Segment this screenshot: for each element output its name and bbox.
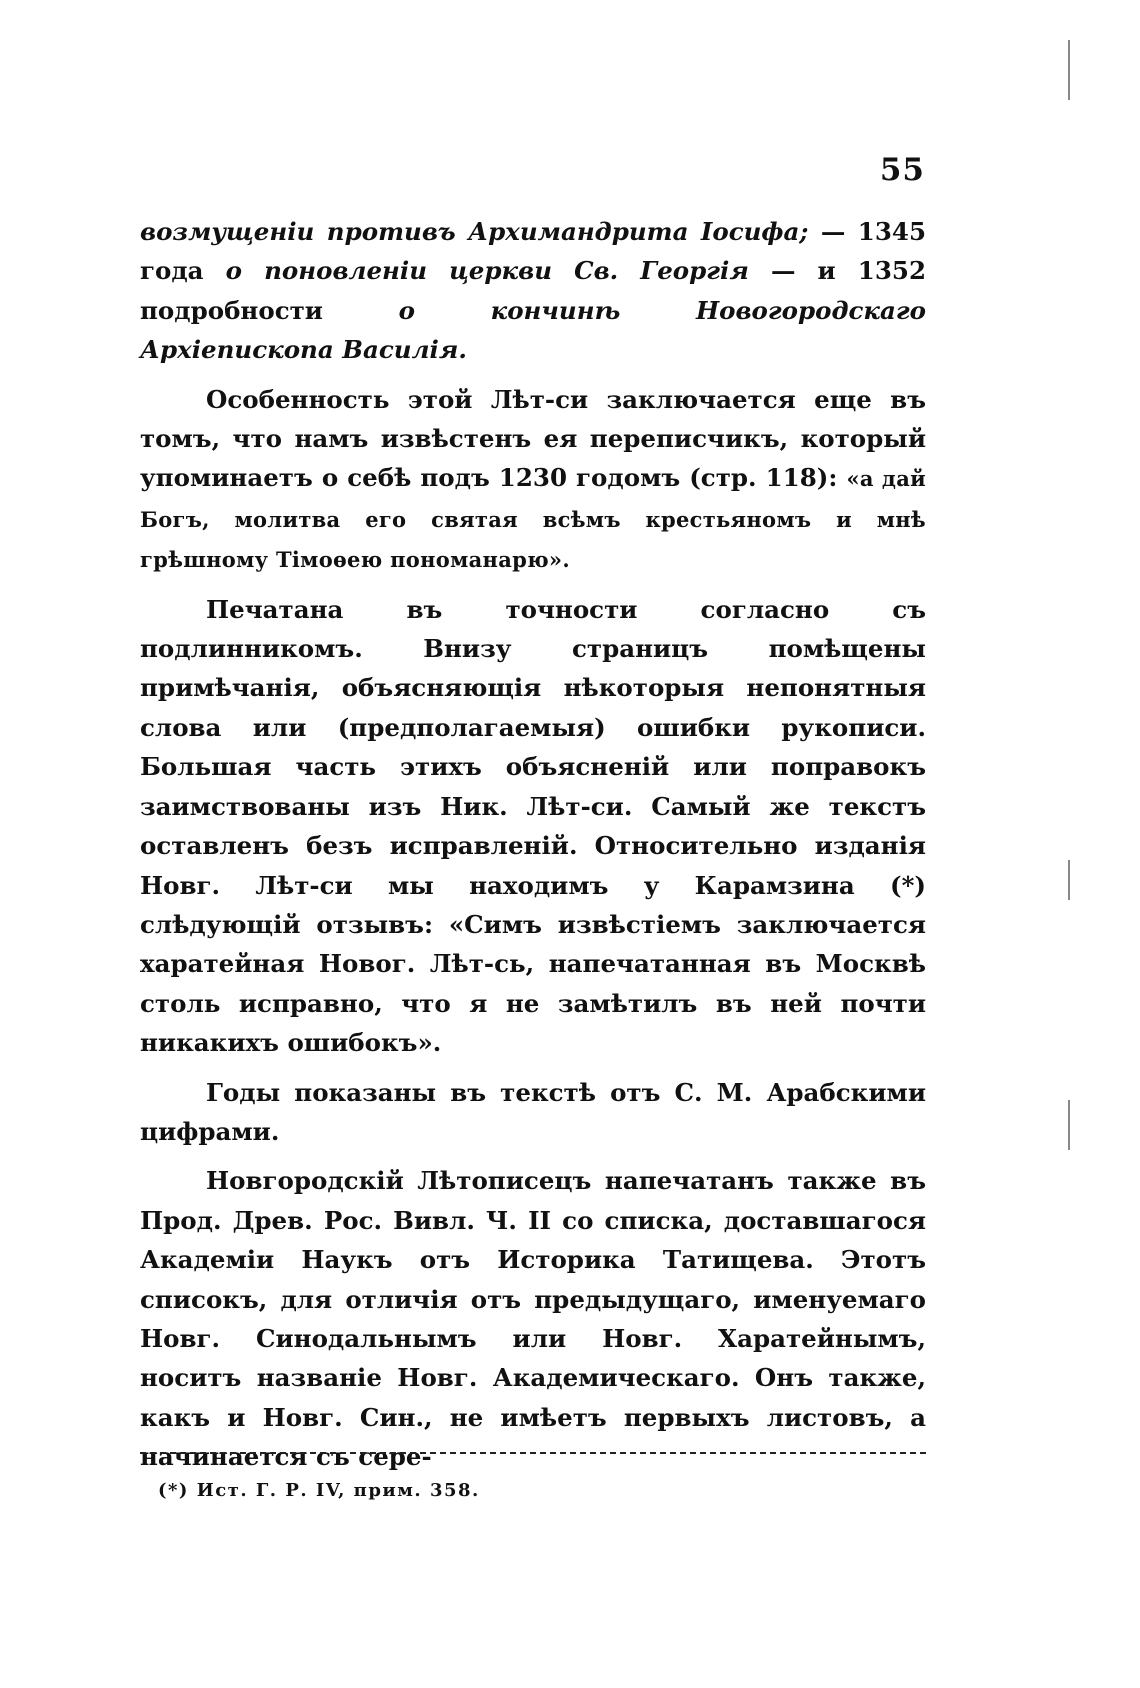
page-number: 55 — [879, 152, 925, 188]
scan-edge-mark — [1068, 1100, 1070, 1150]
scan-edge-mark — [1068, 860, 1070, 900]
body-text — [140, 212, 926, 1487]
text-segment: о кончинѣ Новогородскаго Архіепископа Василія. — [140, 295, 927, 365]
scan-edge-mark — [1068, 40, 1070, 100]
paragraph-novgorod-chronicle — [140, 1161, 926, 1476]
text-segment: Особенность этой Лѣт-си заключается еще въ томъ, что намъ извѣстенъ ея переписчикъ, который упоминаетъ о себѣ подъ 1230 годомъ (стр. 118): — [140, 384, 926, 493]
paragraph-scribe — [140, 380, 926, 580]
footnote-divider — [140, 1452, 926, 1454]
text-segment: Годы показаны въ текстѣ отъ С. М. Арабскими цифрами. — [140, 1077, 926, 1146]
footnote: (*) Ист. Г. Р. IV, прим. 358. — [158, 1480, 480, 1501]
text-segment: — и 1352 подробности — [140, 256, 926, 325]
text-segment: — 1345 года — [140, 217, 927, 286]
quote-segment: «а дай Богъ, молитва его святая всѣмъ крестьяномъ и мнѣ грѣшному Тімоѳею пономанарю». — [140, 466, 926, 573]
paragraph-edition — [140, 590, 926, 1063]
text-segment: возмущеніи противъ Архимандрита Іосифа; — [140, 217, 809, 246]
text-segment: о поновленіи церкви Св. Георгія — [225, 256, 749, 286]
text-segment: Новгородскій Лѣтописецъ напечатанъ также въ Прод. Древ. Рос. Вивл. Ч. II со списка, доставшагося Академіи Наукъ отъ Историка Татищева. Этотъ списокъ, для отличія отъ предыдущаго, именуемаго Новг. Синодальнымъ или Новг. Харатейнымъ, носитъ названіе Новг. Академическаго. Онъ также, какъ и Новг. Син., не имѣетъ первыхъ листовъ, а начинается съ сере- — [140, 1166, 926, 1472]
paragraph-years — [140, 1073, 926, 1152]
paragraph-continuation — [140, 212, 926, 370]
text-segment: Печатана въ точности согласно съ подлинникомъ. Внизу страницъ помѣщены примѣчанія, объясняющія нѣкоторыя непонятныя слова или (предполагаемыя) ошибки рукописи. Большая часть этихъ объясненій или поправокъ заимствованы изъ Ник. Лѣт-си. Самый же текстъ оставленъ безъ исправленій. Относительно изданія Новг. Лѣт-си мы находимъ у Карамзина (*) слѣдующій отзывъ: «Симъ извѣстіемъ заключается харатейная Новог. Лѣт-сь, напечатанная въ Москвѣ столь исправно, что я не замѣтилъ въ ней почти никакихъ ошибокъ». — [140, 594, 926, 1058]
